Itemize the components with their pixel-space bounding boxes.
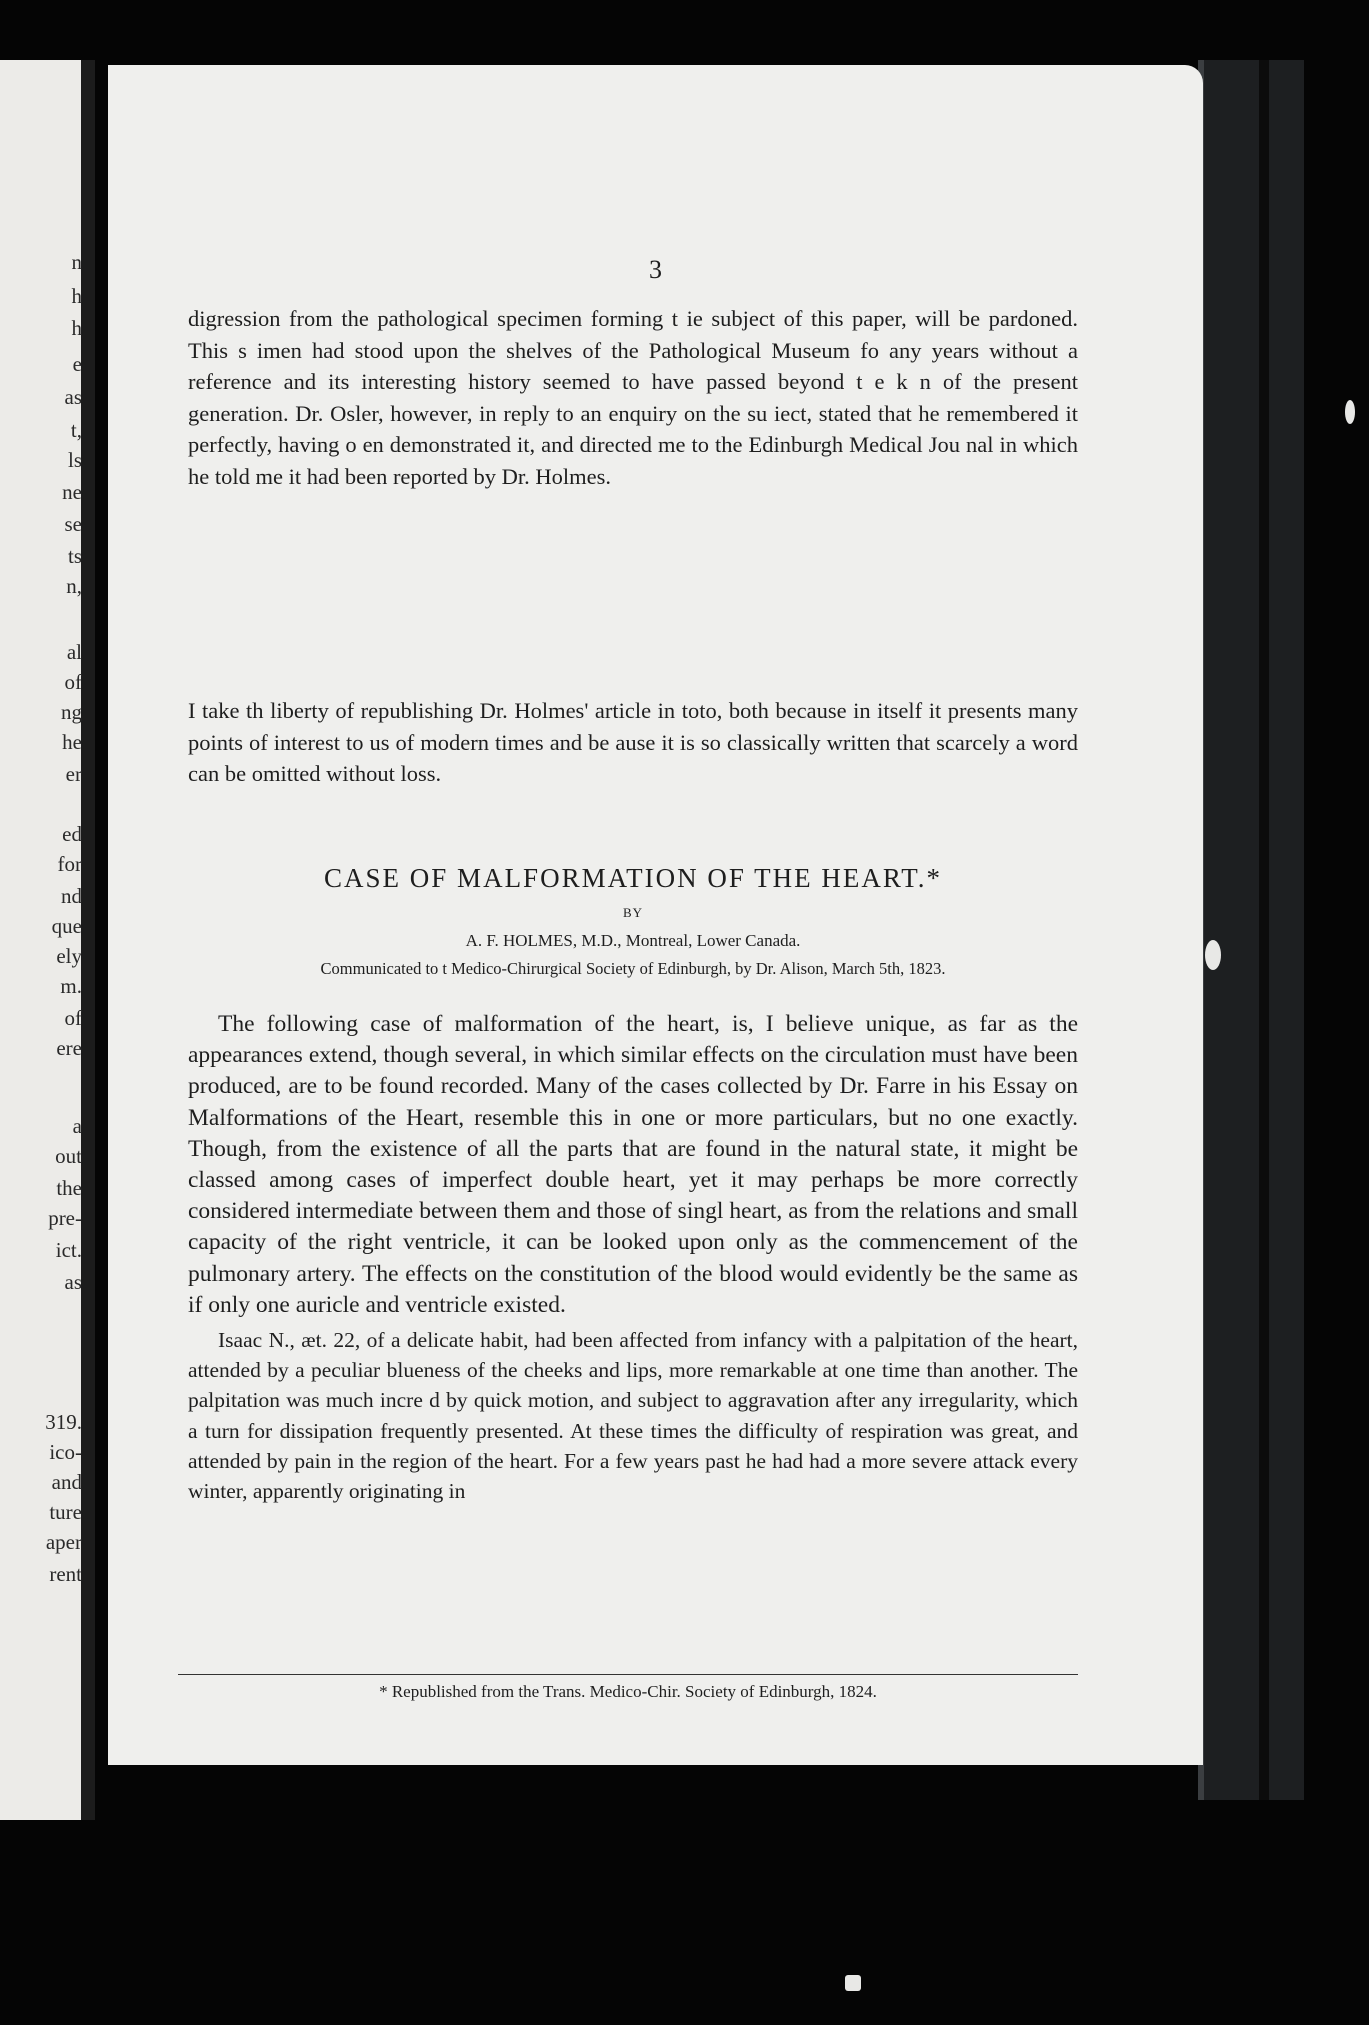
scan-artifact [1345,400,1355,424]
communicated-line: Communicated to t Medico-Chirurgical Society of Edinburgh, by Dr. Alison, March 5th, 1823. [320,959,946,978]
page-number: 3 [649,255,662,284]
left-page-fragment: t, [70,418,82,442]
left-page-fragment: 319. [45,1410,82,1434]
left-page-fragment: as [64,1270,82,1294]
left-page-fragment: for [57,852,82,876]
byline-by: BY [622,905,644,920]
document-page [108,65,1203,1765]
left-page-fragment: ere [56,1036,82,1060]
body-paragraph-1: The following case of malformation of the heart, is, I believe unique, as far as the appearances extend, though several, in which similar effects on the circulation must have been produced, are to be found recorded. Many of the cases collected by Dr. Farre in his Essay on Malformations of the Heart, resemble this in one or more particulars, but no one exactly. Though, from the existence of all the parts that are found in the natural state, it might be classed among cases of imperfect double heart, yet it may perhaps be more correctly considered intermediate between them and those of singl heart, as from the relations and small capacity of the right ventricle, it can be looked upon only as the commencement of the pulmonary artery. The effects on the constitution of the blood would evidently be the same as if only one auricle and ventricle existed. [188,1011,1078,1318]
left-page-fragment: n, [66,574,82,598]
left-page-fragment: e [72,352,82,376]
left-page-fragment: ict. [55,1238,82,1262]
left-page-fragment: ls [67,448,82,472]
book-cover-edge [1198,60,1304,1800]
footnote-rule [178,1674,1078,1675]
left-page-fragment: se [64,512,82,536]
left-page-fragment: of [64,1006,82,1030]
left-page-fragment: m. [60,974,82,998]
left-page-fragment: he [62,730,82,754]
left-page-fragment: al [66,640,82,664]
left-page-fragment: que [51,914,82,938]
scan-artifact [1205,940,1221,970]
left-page-fragment: of [64,670,82,694]
left-page-fragment: out [55,1144,82,1168]
left-page-fragments [2,60,82,1820]
left-page-fragment: ng [61,700,82,724]
footnote: * Republished from the Trans. Medico-Chir. Society of Edinburgh, 1824. [379,1682,877,1701]
left-page-fragment: pre- [48,1206,82,1230]
author-line: A. F. HOLMES, M.D., Montreal, Lower Canada. [465,931,801,950]
left-page-fragment: ico- [49,1440,82,1464]
paragraph-text: digression from the pathological specimen forming t ie subject of this paper, will be pardoned. This s imen had stood upon the shelves of the Pathological Museum fo any years without a reference and its interesting history seemed to have passed beyond t e k n of the present generation. Dr. Osler, however, in reply to an enquiry on the su iect, stated that he remembered it perfectly, having o en demonstrated it, and directed me to the Edinburgh Medical Jou nal in which he told me it had been reported by Dr. Holmes. [188,306,1078,489]
article-heading: CASE OF MALFORMATION OF THE HEART.* [324,863,942,893]
binding-shadow [81,60,95,1820]
left-page-fragment: and [51,1470,82,1494]
left-page-fragment: ely [56,944,82,968]
left-page-fragment: er [65,762,82,786]
left-page-fragment: h [71,284,82,308]
intro-paragraph-1 [188,303,1078,492]
left-page-fragment: rent [49,1562,82,1586]
scan-artifact [845,1975,861,1991]
article-body [188,1009,1078,1506]
left-page-fragment: the [56,1176,82,1200]
left-page-fragment: h [71,316,82,340]
left-page-fragment: ts [67,544,82,568]
body-paragraph-2: Isaac N., æt. 22, of a delicate habit, had been affected from infancy with a palpitation of the heart, attended by a peculiar blueness of the cheeks and lips, more remarkable at one time than another. The palpitation was much incre d by quick motion, and subject to aggravation after any irregularity, which a turn for dissipation frequently presented. At these times the difficulty of respiration was great, and attended by pain in the region of the heart. For a few years past he had had a more severe attack every winter, apparently originating in [188,1328,1078,1504]
left-page-fragment: n [71,250,82,274]
left-page-fragment: aper [45,1530,82,1554]
left-page-fragment: as [64,385,82,409]
left-page-fragment: nd [61,884,82,908]
intro-paragraph-2 [188,695,1078,790]
left-page-fragment: a [72,1114,82,1138]
left-page-fragment: ture [49,1500,82,1524]
paragraph-text: I take th liberty of republishing Dr. Holmes' article in toto, both because in itself it presents many points of interest to us of modern times and be ause it is so classically written that scarcely a word can be omitted without loss. [188,698,1078,786]
left-page-fragment: ne [62,480,82,504]
left-page-fragment: ed [62,822,82,846]
